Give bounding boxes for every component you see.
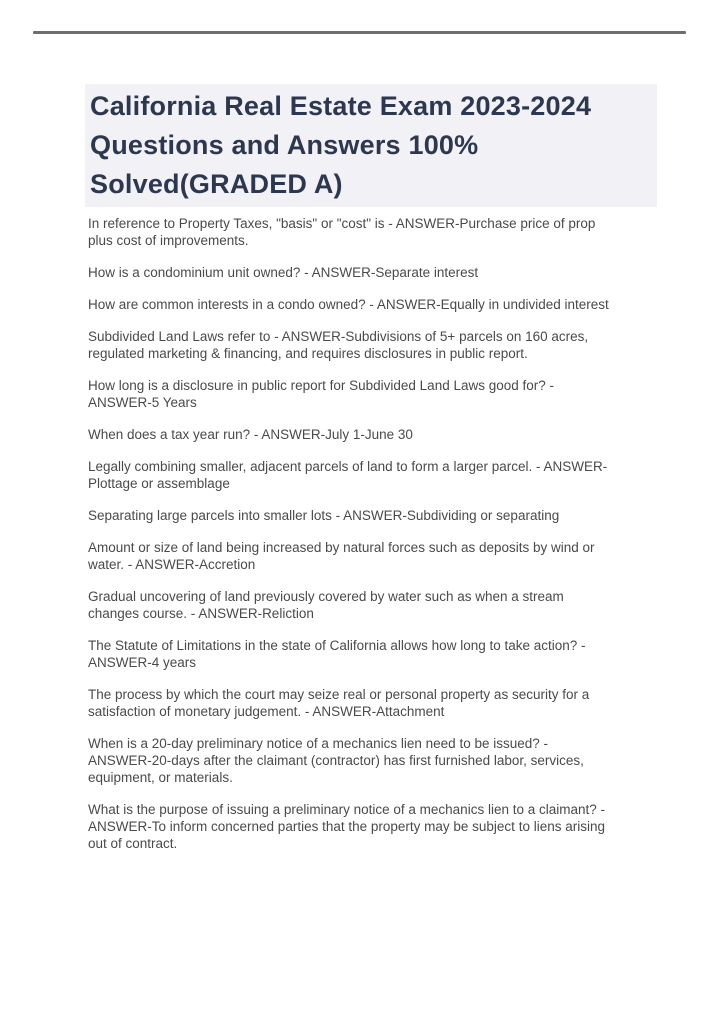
qa-item	[88, 539, 657, 573]
document-title	[85, 84, 657, 207]
qa-line: ANSWER-20-days after the claimant (contractor) has first furnished labor, services,	[88, 753, 584, 768]
qa-line: Plottage or assemblage	[88, 476, 230, 491]
qa-item	[88, 215, 657, 249]
title-line: California Real Estate Exam 2023-2024	[90, 91, 592, 121]
qa-line: When does a tax year run? - ANSWER-July 1-June 30	[88, 427, 413, 442]
top-divider-rule	[33, 31, 686, 34]
qa-item	[88, 507, 657, 524]
qa-line: In reference to Property Taxes, "basis" or "cost" is - ANSWER-Purchase price of prop	[88, 216, 596, 231]
qa-line: Amount or size of land being increased by natural forces such as deposits by wind or	[88, 540, 595, 555]
qa-item	[88, 377, 657, 411]
qa-item	[88, 637, 657, 671]
qa-line: ANSWER-5 Years	[88, 395, 197, 410]
qa-item	[88, 588, 657, 622]
qa-line: Gradual uncovering of land previously covered by water such as when a stream	[88, 589, 564, 604]
title-line: Questions and Answers 100%	[90, 130, 479, 160]
qa-item	[88, 426, 657, 443]
qa-line: equipment, or materials.	[88, 770, 233, 785]
qa-item	[88, 801, 657, 852]
qa-line: regulated marketing & financing, and requires disclosures in public report.	[88, 346, 528, 361]
qa-item	[88, 735, 657, 786]
qa-item	[88, 686, 657, 720]
qa-line: out of contract.	[88, 836, 178, 851]
qa-line: satisfaction of monetary judgement. - ANSWER-Attachment	[88, 704, 445, 719]
qa-item	[88, 328, 657, 362]
qa-item	[88, 264, 657, 281]
qa-line: Legally combining smaller, adjacent parcels of land to form a larger parcel. - ANSWER-	[88, 459, 608, 474]
title-line: Solved(GRADED A)	[90, 169, 343, 199]
qa-line: How is a condominium unit owned? - ANSWER-Separate interest	[88, 265, 479, 280]
qa-line: plus cost of improvements.	[88, 233, 249, 248]
qa-line: When is a 20-day preliminary notice of a mechanics lien need to be issued? -	[88, 736, 548, 751]
qa-list	[85, 215, 657, 852]
qa-line: water. - ANSWER-Accretion	[88, 557, 256, 572]
document-page	[85, 84, 657, 867]
qa-line: The Statute of Limitations in the state of California allows how long to take action? -	[88, 638, 586, 653]
qa-line: changes course. - ANSWER-Reliction	[88, 606, 314, 621]
qa-line: Separating large parcels into smaller lots - ANSWER-Subdividing or separating	[88, 508, 560, 523]
qa-line: ANSWER-4 years	[88, 655, 197, 670]
qa-item	[88, 296, 657, 313]
qa-line: The process by which the court may seize real or personal property as security for a	[88, 687, 590, 702]
qa-item	[88, 458, 657, 492]
qa-line: Subdivided Land Laws refer to - ANSWER-Subdivisions of 5+ parcels on 160 acres,	[88, 329, 589, 344]
qa-line: ANSWER-To inform concerned parties that the property may be subject to liens arising	[88, 819, 605, 834]
qa-line: How long is a disclosure in public report for Subdivided Land Laws good for? -	[88, 378, 555, 393]
qa-line: How are common interests in a condo owned? - ANSWER-Equally in undivided interest	[88, 297, 609, 312]
qa-line: What is the purpose of issuing a preliminary notice of a mechanics lien to a claimant? -	[88, 802, 606, 817]
